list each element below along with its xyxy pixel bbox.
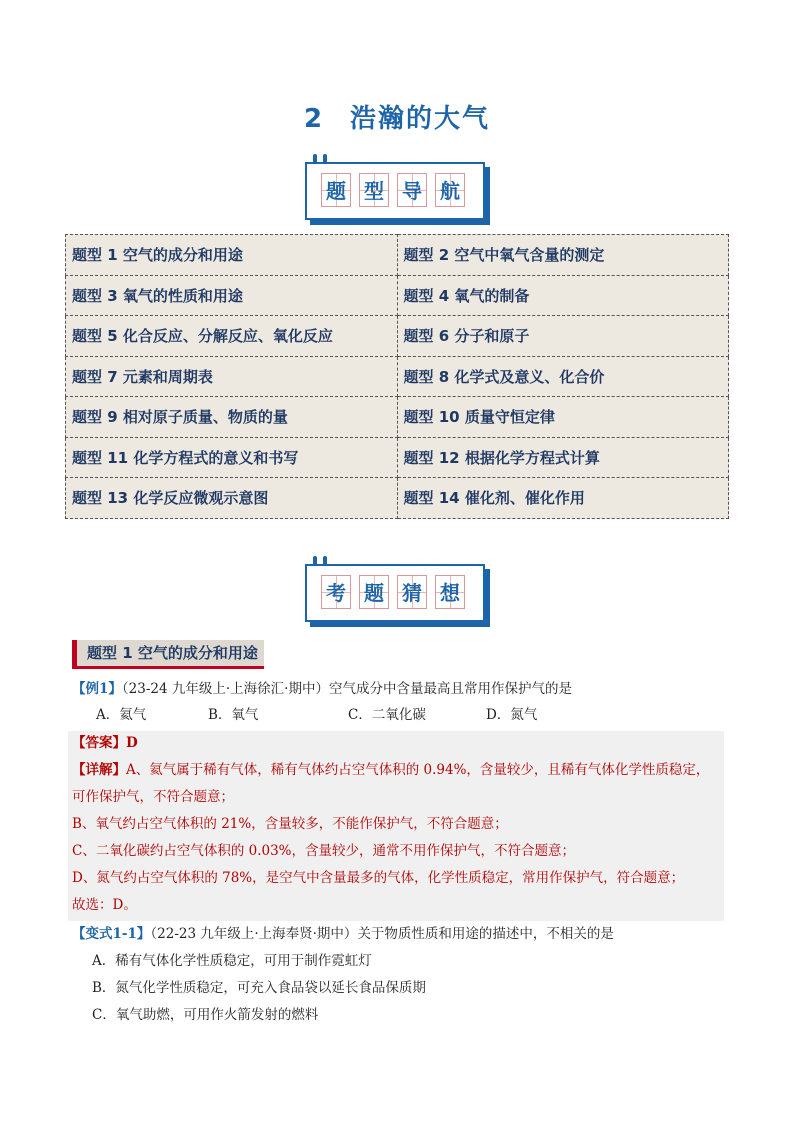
detail-text-6: 故选：D。 <box>72 897 137 913</box>
type-cell: 题型 7 元素和周期表 <box>66 356 398 397</box>
banner-char: 航 <box>435 173 465 207</box>
variant-option-c: C．氧气助燃，可用作火箭发射的燃料 <box>92 1007 319 1023</box>
example-question <box>72 680 572 698</box>
type-cell: 题型 8 化学式及意义、化合价 <box>397 356 729 397</box>
type-cell: 题型 13 化学反应微观示意图 <box>66 478 398 519</box>
type-cell: 题型 12 根据化学方程式计算 <box>397 437 729 478</box>
banner-char: 题 <box>359 575 389 609</box>
table-row <box>66 397 729 438</box>
example-text: 空气成分中含量最高且常用作保护气的是 <box>328 681 572 697</box>
type-cell: 题型 6 分子和原子 <box>397 316 729 357</box>
detail-line-1 <box>72 761 709 779</box>
example-tag: 【例1】 <box>72 681 122 697</box>
type-cell: 题型 10 质量守恒定律 <box>397 397 729 438</box>
variant-option-b: B．氮气化学性质稳定，可充入食品袋以延长食品保质期 <box>92 980 426 996</box>
option-a: A．氦气 <box>96 707 147 723</box>
type-cell: 题型 1 空气的成分和用途 <box>66 235 398 276</box>
table-row <box>66 275 729 316</box>
variant-option-a: A．稀有气体化学性质稳定，可用于制作霓虹灯 <box>92 953 372 969</box>
section-heading: 题型 1 空气的成分和用途 <box>72 640 264 669</box>
table-row <box>66 356 729 397</box>
banner-char: 猜 <box>397 575 427 609</box>
answer-line <box>72 734 138 752</box>
variant-source: （22-23 九年级上·上海奉贤·期中） <box>150 926 358 942</box>
answer-value: D <box>126 735 138 751</box>
banner-exam-guess <box>303 556 487 624</box>
answer-tag: 【答案】 <box>72 735 126 751</box>
question-types-table <box>65 234 729 519</box>
banner-question-types <box>303 154 487 222</box>
table-row <box>66 437 729 478</box>
table-row <box>66 235 729 276</box>
banner-char: 导 <box>397 173 427 207</box>
detail-text-2: 可作保护气，不符合题意； <box>72 789 234 805</box>
detail-text-1: A、氦气属于稀有气体，稀有气体约占空气体积的 0.94%，含量较少，且稀有气体化学性质稳定， <box>126 762 710 778</box>
type-cell: 题型 5 化合反应、分解反应、氧化反应 <box>66 316 398 357</box>
variant-tag: 【变式1-1】 <box>72 926 151 942</box>
option-c: C．二氧化碳 <box>348 707 426 723</box>
type-cell: 题型 11 化学方程式的意义和书写 <box>66 437 398 478</box>
type-cell: 题型 3 氧气的性质和用途 <box>66 275 398 316</box>
option-b: B．氧气 <box>208 707 259 723</box>
table-row <box>66 478 729 519</box>
variant-text: 关于物质性质和用途的描述中，不相关的是 <box>357 926 614 942</box>
option-d: D．氮气 <box>486 707 538 723</box>
detail-text-5: D、氮气约占空气体积的 78%，是空气中含量最多的气体，化学性质稳定，常用作保护气，符合题意； <box>72 870 685 886</box>
variant-question <box>72 925 614 943</box>
type-cell: 题型 4 氧气的制备 <box>397 275 729 316</box>
detail-tag: 【详解】 <box>72 762 126 778</box>
title-text: 浩瀚的大气 <box>350 104 491 134</box>
page-title <box>0 98 794 135</box>
title-number: 2 <box>303 104 325 134</box>
type-cell: 题型 14 催化剂、催化作用 <box>397 478 729 519</box>
banner-char: 型 <box>359 173 389 207</box>
table-row <box>66 316 729 357</box>
detail-text-3: B、氧气约占空气体积的 21%，含量较多，不能作保护气，不符合题意； <box>72 816 508 832</box>
detail-text-4: C、二氧化碳约占空气体积的 0.03%，含量较少，通常不用作保护气，不符合题意； <box>72 843 576 859</box>
banner-char: 考 <box>321 575 351 609</box>
type-cell: 题型 2 空气中氧气含量的测定 <box>397 235 729 276</box>
banner-char: 题 <box>321 173 351 207</box>
banner-char: 想 <box>435 575 465 609</box>
example-source: （23-24 九年级上·上海徐汇·期中） <box>121 681 329 697</box>
type-cell: 题型 9 相对原子质量、物质的量 <box>66 397 398 438</box>
